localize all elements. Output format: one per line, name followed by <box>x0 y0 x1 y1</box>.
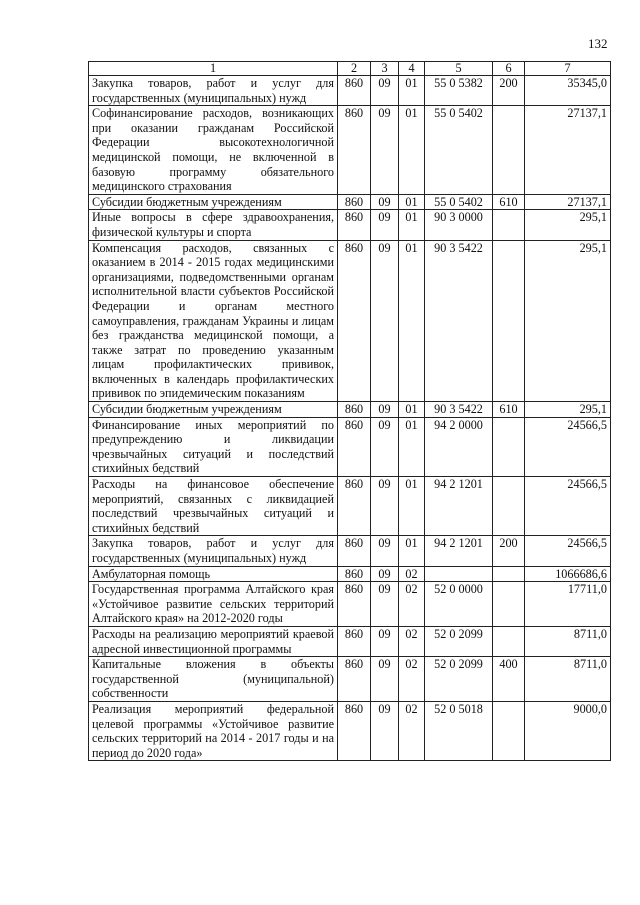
ministry-code: 860 <box>338 582 371 627</box>
target-article-code: 55 0 5402 <box>425 106 493 195</box>
column-header: 2 <box>338 62 371 76</box>
target-article-code: 52 0 0000 <box>425 582 493 627</box>
item-name: Государственная программа Алтайского края «Устойчивое развитие сельских территорий Алтайского края» на 2012-2020 годы <box>89 582 338 627</box>
amount: 17711,0 <box>525 582 611 627</box>
item-name: Субсидии бюджетным учреждениям <box>89 194 338 210</box>
table-row <box>89 657 611 702</box>
section-code: 09 <box>371 626 399 656</box>
section-code: 09 <box>371 701 399 760</box>
table-row <box>89 76 611 106</box>
item-name: Иные вопросы в сфере здравоохранения, физической культуры и спорта <box>89 210 338 240</box>
target-article-code: 52 0 2099 <box>425 657 493 702</box>
amount: 295,1 <box>525 402 611 418</box>
subsection-code: 01 <box>399 536 425 566</box>
section-code: 09 <box>371 76 399 106</box>
amount: 27137,1 <box>525 194 611 210</box>
subsection-code: 01 <box>399 194 425 210</box>
section-code: 09 <box>371 417 399 476</box>
expense-type-code <box>493 417 525 476</box>
amount: 9000,0 <box>525 701 611 760</box>
table-row <box>89 582 611 627</box>
target-article-code: 55 0 5382 <box>425 76 493 106</box>
expense-type-code: 610 <box>493 194 525 210</box>
expense-type-code <box>493 582 525 627</box>
column-header: 6 <box>493 62 525 76</box>
expense-type-code: 400 <box>493 657 525 702</box>
table-row <box>89 626 611 656</box>
subsection-code: 02 <box>399 566 425 582</box>
item-name: Расходы на финансовое обеспечение мероприятий, связанных с ликвидацией последствий чрезвычайных ситуаций и стихийных бедствий <box>89 477 338 536</box>
amount: 8711,0 <box>525 657 611 702</box>
amount: 295,1 <box>525 240 611 402</box>
subsection-code: 02 <box>399 626 425 656</box>
subsection-code: 01 <box>399 402 425 418</box>
item-name: Амбулаторная помощь <box>89 566 338 582</box>
ministry-code: 860 <box>338 536 371 566</box>
subsection-code: 01 <box>399 76 425 106</box>
ministry-code: 860 <box>338 402 371 418</box>
ministry-code: 860 <box>338 417 371 476</box>
page-number: 132 <box>588 36 608 51</box>
table-row <box>89 194 611 210</box>
target-article-code: 90 3 5422 <box>425 402 493 418</box>
expense-type-code <box>493 210 525 240</box>
item-name: Капитальные вложения в объекты государственной (муниципальной) собственности <box>89 657 338 702</box>
amount: 35345,0 <box>525 76 611 106</box>
expense-type-code: 200 <box>493 76 525 106</box>
amount: 24566,5 <box>525 417 611 476</box>
section-code: 09 <box>371 240 399 402</box>
target-article-code: 90 3 0000 <box>425 210 493 240</box>
expense-type-code <box>493 240 525 402</box>
section-code: 09 <box>371 566 399 582</box>
subsection-code: 02 <box>399 701 425 760</box>
ministry-code: 860 <box>338 194 371 210</box>
expense-type-code <box>493 477 525 536</box>
table-row <box>89 106 611 195</box>
table-row <box>89 477 611 536</box>
item-name: Субсидии бюджетным учреждениям <box>89 402 338 418</box>
target-article-code: 52 0 5018 <box>425 701 493 760</box>
section-code: 09 <box>371 194 399 210</box>
amount: 27137,1 <box>525 106 611 195</box>
column-header: 4 <box>399 62 425 76</box>
table-row <box>89 210 611 240</box>
target-article-code: 52 0 2099 <box>425 626 493 656</box>
section-code: 09 <box>371 106 399 195</box>
amount: 1066686,6 <box>525 566 611 582</box>
amount: 8711,0 <box>525 626 611 656</box>
target-article-code: 94 2 1201 <box>425 477 493 536</box>
subsection-code: 02 <box>399 657 425 702</box>
section-code: 09 <box>371 582 399 627</box>
subsection-code: 01 <box>399 477 425 536</box>
item-name: Финансирование иных мероприятий по предупреждению и ликвидации чрезвычайных ситуаций и последствий стихийных бедствий <box>89 417 338 476</box>
column-number-row <box>89 62 611 76</box>
target-article-code: 55 0 5402 <box>425 194 493 210</box>
amount: 295,1 <box>525 210 611 240</box>
amount: 24566,5 <box>525 477 611 536</box>
ministry-code: 860 <box>338 701 371 760</box>
expense-type-code <box>493 106 525 195</box>
expense-type-code <box>493 626 525 656</box>
column-header: 7 <box>525 62 611 76</box>
ministry-code: 860 <box>338 626 371 656</box>
item-name: Закупка товаров, работ и услуг для государственных (муниципальных) нужд <box>89 76 338 106</box>
item-name: Закупка товаров, работ и услуг для государственных (муниципальных) нужд <box>89 536 338 566</box>
target-article-code: 94 2 0000 <box>425 417 493 476</box>
section-code: 09 <box>371 657 399 702</box>
target-article-code: 94 2 1201 <box>425 536 493 566</box>
subsection-code: 01 <box>399 210 425 240</box>
budget-table <box>88 61 611 761</box>
table-row <box>89 417 611 476</box>
section-code: 09 <box>371 477 399 536</box>
ministry-code: 860 <box>338 106 371 195</box>
item-name: Софинансирование расходов, возникающих при оказании гражданам Российской Федерации высокотехнологичной медицинской помощи, не включенной в базовую программу обязательного медицинского страхования <box>89 106 338 195</box>
table-row <box>89 240 611 402</box>
expense-type-code <box>493 701 525 760</box>
table-row <box>89 566 611 582</box>
ministry-code: 860 <box>338 210 371 240</box>
item-name: Реализация мероприятий федеральной целевой программы «Устойчивое развитие сельских территорий на 2014 - 2017 годы и на период до 2020 года» <box>89 701 338 760</box>
subsection-code: 01 <box>399 240 425 402</box>
item-name: Компенсация расходов, связанных с оказанием в 2014 - 2015 годах медицинскими организациями, подведомственными органам исполнительной власти субъектов Российской Федерации и органам местного самоуправления, гражданам Украины и лицам без гражданства медицинской помощи, а также затрат по проведению указанным лицам профилактических прививок, включенных в календарь профилактических прививок по эпидемическим показаниям <box>89 240 338 402</box>
expense-type-code <box>493 566 525 582</box>
table-row <box>89 402 611 418</box>
target-article-code <box>425 566 493 582</box>
section-code: 09 <box>371 402 399 418</box>
table-row <box>89 536 611 566</box>
target-article-code: 90 3 5422 <box>425 240 493 402</box>
ministry-code: 860 <box>338 566 371 582</box>
ministry-code: 860 <box>338 240 371 402</box>
table-row <box>89 701 611 760</box>
ministry-code: 860 <box>338 657 371 702</box>
amount: 24566,5 <box>525 536 611 566</box>
ministry-code: 860 <box>338 477 371 536</box>
subsection-code: 02 <box>399 582 425 627</box>
ministry-code: 860 <box>338 76 371 106</box>
expense-type-code: 200 <box>493 536 525 566</box>
subsection-code: 01 <box>399 417 425 476</box>
subsection-code: 01 <box>399 106 425 195</box>
section-code: 09 <box>371 536 399 566</box>
item-name: Расходы на реализацию мероприятий краевой адресной инвестиционной программы <box>89 626 338 656</box>
expense-type-code: 610 <box>493 402 525 418</box>
section-code: 09 <box>371 210 399 240</box>
column-header: 3 <box>371 62 399 76</box>
column-header: 1 <box>89 62 338 76</box>
column-header: 5 <box>425 62 493 76</box>
